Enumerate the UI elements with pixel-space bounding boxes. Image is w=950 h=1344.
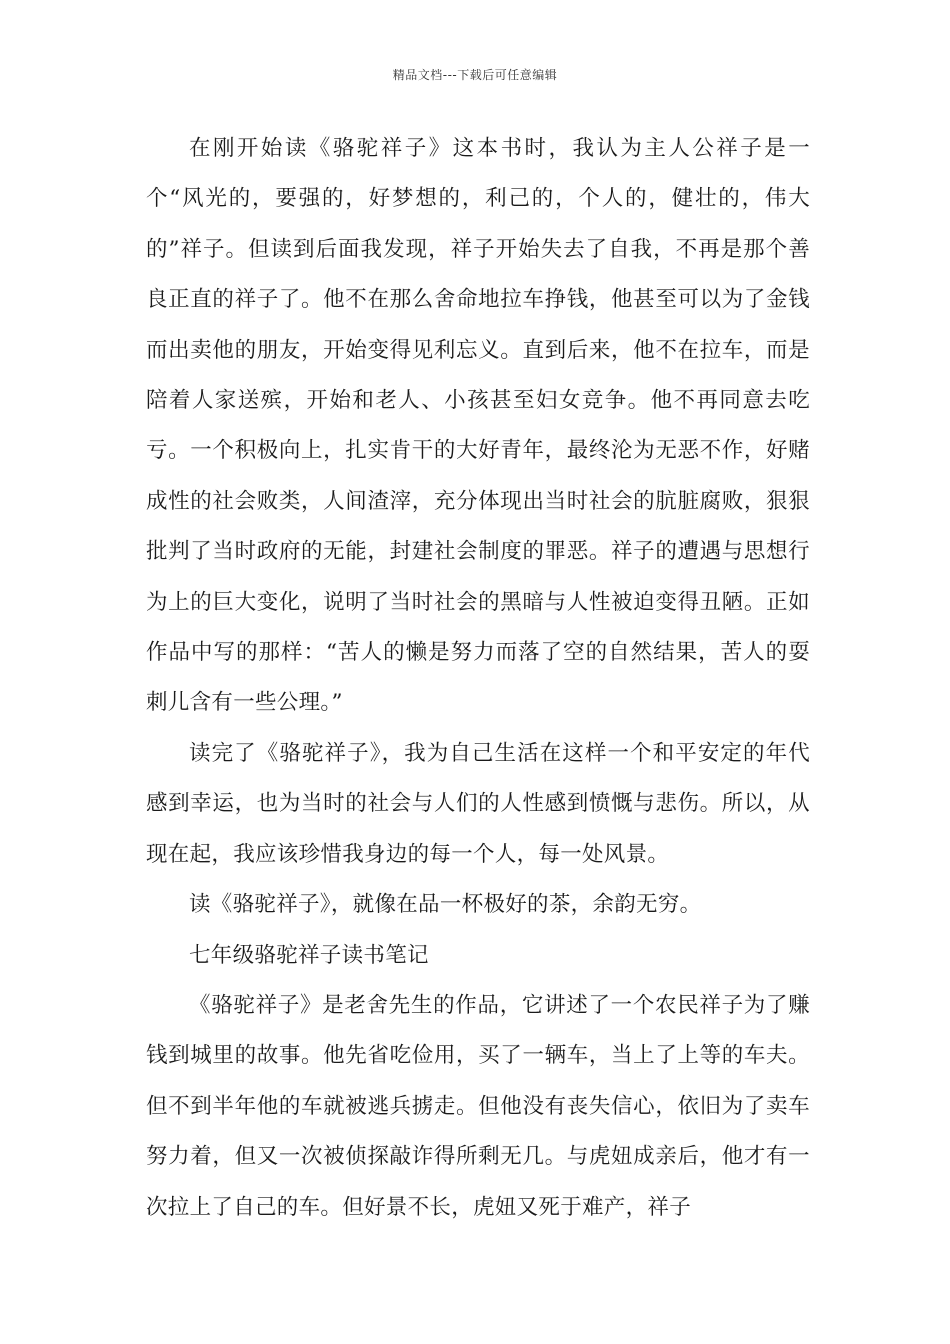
paragraph-5: 《骆驼祥子》是老舍先生的作品，它讲述了一个农民祥子为了赚钱到城里的故事。他先省吃俭用，买了一辆车，当上了上等的车夫。但不到半年他的车就被逃兵掳走。但他没有丧失信心，依旧为了卖车努力着，但又一次被侦探敲诈得所剩无几。与虎妞成亲后，他才有一次拉上了自己的车。但好景不长，虎妞又死于难产，祥子 xyxy=(146,992,810,1220)
page-header: 精品文档---下载后可任意编辑 xyxy=(392,68,558,82)
section-heading: 七年级骆驼祥子读书笔记 xyxy=(189,942,429,968)
paragraph-1: 在刚开始读《骆驼祥子》这本书时，我认为主人公祥子是一个“风光的，要强的，好梦想的，利己的，个人的，健壮的，伟大的”祥子。但读到后面我发现，祥子开始失去了自我，不再是那个善良正直的祥子了。他不在那么舍命地拉车挣钱，他甚至可以为了金钱而出卖他的朋友，开始变得见利忘义。直到后来，他不在拉车，而是陪着人家送殡，开始和老人、小孩甚至妇女竞争。他不再同意去吃亏。一个积极向上，扎实肯干的大好青年，最终沦为无恶不作，好赌成性的社会败类，人间渣滓，充分体现出当时社会的肮脏腐败，狠狠批判了当时政府的无能，封建社会制度的罪恶。祥子的遭遇与思想行为上的巨大变化，说明了当时社会的黑暗与人性被迫变得丑陋。正如作品中写的那样：“苦人的懒是努力而落了空的自然结果，苦人的耍刺儿含有一些公理。” xyxy=(146,136,810,716)
document-body xyxy=(146,124,810,1233)
paragraph-3: 读《骆驼祥子》，就像在品一杯极好的茶，余韵无穷。 xyxy=(189,892,702,918)
paragraph-2: 读完了《骆驼祥子》，我为自己生活在这样一个和平安定的年代感到幸运，也为当时的社会与人们的人性感到愤慨与悲伤。所以，从现在起，我应该珍惜我身边的每一个人，每一处风景。 xyxy=(146,740,810,867)
